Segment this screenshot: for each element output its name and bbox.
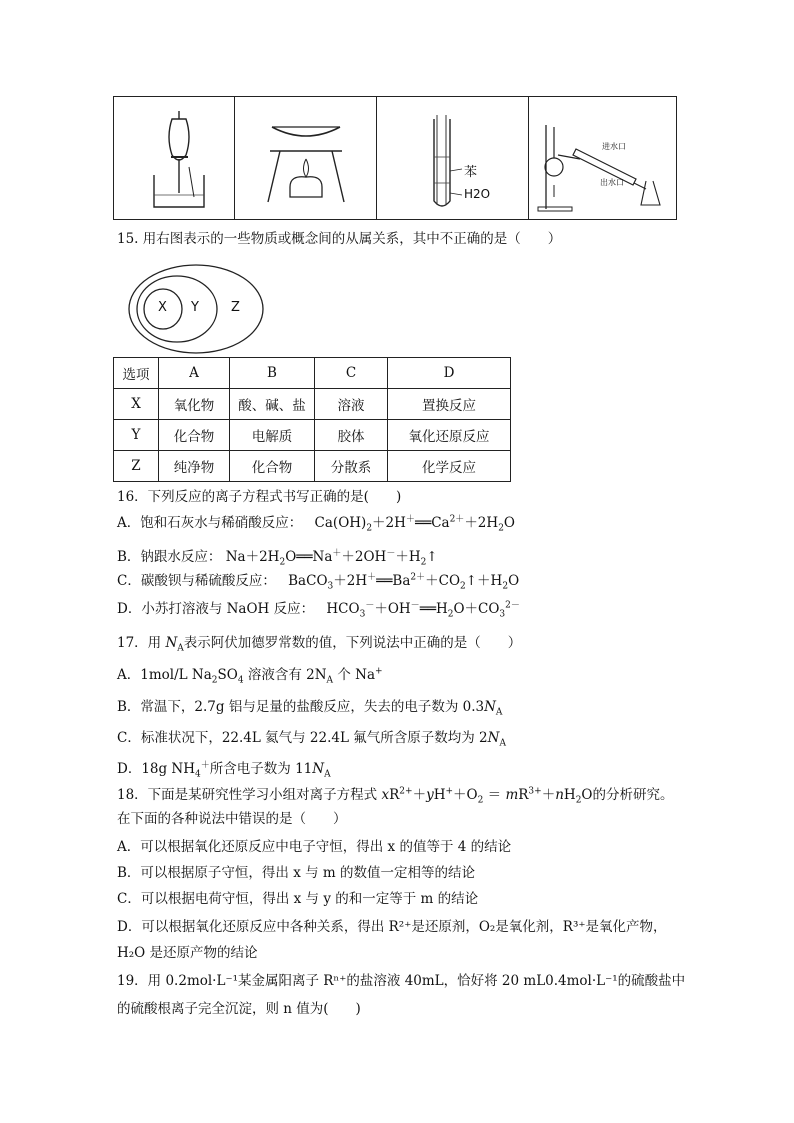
option-label: B．钠跟水反应：: [117, 549, 222, 565]
q19-stem: 19．用 0.2mol·L⁻¹某金属阳离子 Rⁿ⁺的盐溶液 40mL，恰好将 20 mL0.4mol·L⁻¹的硫酸盐中: [117, 973, 686, 989]
table-cell: 酸、碱、盐: [230, 389, 315, 420]
q19-stem-line2: 的硫酸根离子完全沉淀，则 n 值为( ): [117, 1001, 361, 1017]
venn-label-x: X: [158, 300, 167, 315]
evaporation-figure: [234, 97, 377, 219]
q18-stem-line2: 在下面的各种说法中错误的是（ ）: [117, 811, 347, 827]
table-cell: 纯净物: [159, 451, 230, 482]
q18-option-d-cont: H₂O 是还原产物的结论: [117, 945, 258, 961]
water-label: H2O: [464, 187, 491, 201]
q17-option-a: A．1mol/L $Na_2SO_4$ 溶液含有 $2N_A$ 个 Na+: [117, 666, 383, 686]
q15-options-table: [113, 357, 511, 482]
separatory-funnel-icon: [114, 97, 234, 219]
stem-text: 18．下面是某研究性学习小组对离子方程式: [117, 787, 378, 803]
table-cell: B: [230, 358, 315, 389]
table-cell: 化合物: [230, 451, 315, 482]
table-cell: 选项: [114, 358, 159, 389]
table-row: [114, 389, 511, 420]
option-text: A．1mol/L Na: [117, 667, 212, 683]
table-cell: 胶体: [315, 420, 388, 451]
q16-stem: 16．下列反应的离子方程式书写正确的是( ): [117, 489, 402, 505]
equation: $xR^{2+}+yH^++O_2 = mR^{3+}+nH_2O$: [381, 786, 593, 806]
q18-option-a: A．可以根据氧化还原反应中电子守恒，得出 x 的值等于 4 的结论: [117, 839, 512, 855]
table-row: [114, 420, 511, 451]
option-label: D．小苏打溶液与 NaOH 反应：: [117, 601, 315, 617]
distillation-apparatus-icon: [528, 97, 676, 219]
extraction-tube-figure: [376, 97, 529, 219]
venn-label-y: Y: [191, 300, 199, 315]
q17-option-c: C．标准状况下，22.4L 氦气与 22.4L 氟气所含原子数均为 $2N_A$: [117, 730, 506, 749]
option-label: A．饱和石灰水与稀硝酸反应：: [117, 515, 303, 531]
equation: $Ca(OH)_2+2H^+══Ca^{2+}+2H_2O$: [314, 514, 515, 534]
q18-option-d: D．可以根据氧化还原反应中各种关系，得出 R²⁺是还原剂，O₂是氧化剂，R³⁺是氧化产物，: [117, 919, 667, 935]
stem-text: 表示阿伏加德罗常数的值，下列说法中正确的是（ ）: [183, 635, 522, 651]
venn-label-z: Z: [231, 300, 240, 315]
table-cell: Y: [114, 420, 159, 451]
water-outlet-label: 出水口: [600, 178, 624, 187]
distillation-figure: [528, 97, 676, 219]
q16-option-b: [117, 548, 438, 566]
stem-text: 17．用: [117, 635, 166, 651]
table-cell: A: [159, 358, 230, 389]
option-text: C．标准状况下，22.4L 氦气与 22.4L 氟气所含原子数均为 2: [117, 730, 488, 746]
option-text: D．18g NH: [117, 761, 196, 777]
q18-option-b: B．可以根据原子守恒，得出 x 与 m 的数值一定相等的结论: [117, 865, 475, 881]
equation: $HCO_3^-+OH^-══H_2O+CO_3^{2-}$: [326, 600, 520, 620]
table-cell: C: [315, 358, 388, 389]
evaporating-dish-icon: [234, 97, 376, 219]
option-text: B．常温下，2.7g 铝与足量的盐酸反应，失去的电子数为 0.3: [117, 699, 485, 715]
table-cell: 化学反应: [388, 451, 511, 482]
q17-option-d: D．18g $NH_4^+$所含电子数为 $11N_A$: [117, 760, 331, 780]
table-cell: 化合物: [159, 420, 230, 451]
table-cell: 氧化物: [159, 389, 230, 420]
table-cell: 分散系: [315, 451, 388, 482]
apparatus-figure: [113, 96, 677, 220]
test-tube-icon: [376, 97, 528, 219]
q16-option-a: [117, 514, 515, 532]
equation: $BaCO_3+2H^+══Ba^{2+}+CO_2↑+H_2O$: [288, 572, 520, 592]
table-cell: 置换反应: [388, 389, 511, 420]
table-cell: 氧化还原反应: [388, 420, 511, 451]
q17-option-b: B．常温下，2.7g 铝与足量的盐酸反应，失去的电子数为 $0.3N_A$: [117, 699, 503, 718]
table-header-row: [114, 358, 511, 389]
table-row: [114, 451, 511, 482]
q18-option-c: C．可以根据电荷守恒，得出 x 与 y 的和一定等于 m 的结论: [117, 891, 479, 907]
q17-stem: 17．用 $N_A$表示阿伏加德罗常数的值，下列说法中正确的是（ ）: [117, 635, 522, 654]
table-cell: D: [388, 358, 511, 389]
separatory-funnel-figure: [114, 97, 235, 219]
q16-option-d: [117, 600, 520, 618]
equation: $Na+2H_2O══Na^++2OH^-+H_2↑$: [225, 548, 438, 568]
table-cell: Z: [114, 451, 159, 482]
q16-option-c: [117, 572, 519, 590]
table-cell: X: [114, 389, 159, 420]
option-label: C．碳酸钡与稀硫酸反应：: [117, 573, 276, 589]
stem-text: 的分析研究。: [592, 787, 674, 803]
water-inlet-label: 进水口: [602, 142, 626, 151]
table-cell: 溶液: [315, 389, 388, 420]
benzene-label: 苯: [464, 165, 478, 180]
q18-stem: [117, 786, 674, 804]
table-cell: 电解质: [230, 420, 315, 451]
q15-stem: 15. 用右图表示的一些物质或概念间的从属关系，其中不正确的是（ ）: [117, 231, 562, 247]
